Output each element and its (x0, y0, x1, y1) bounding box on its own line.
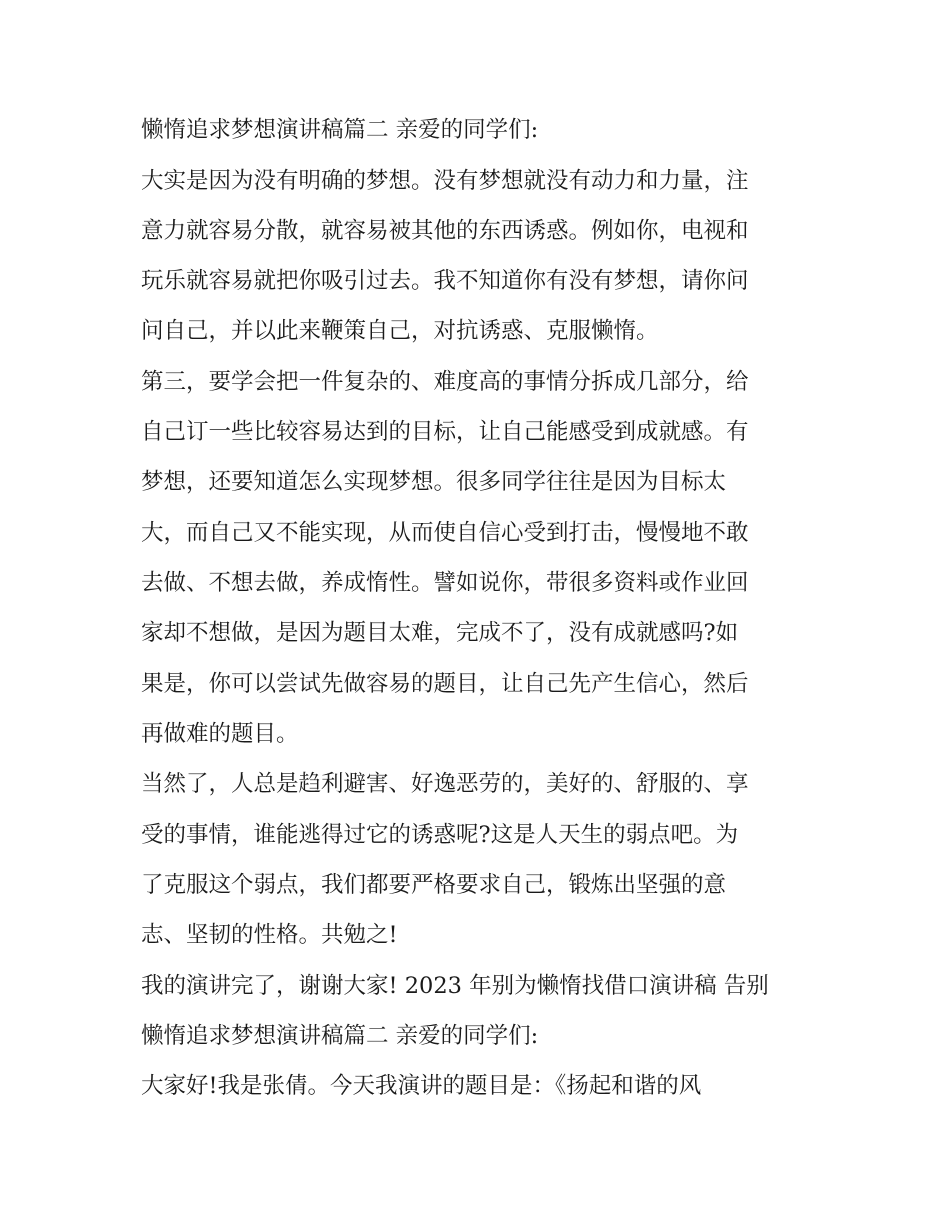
text-line: 了克服这个弱点，我们都要严格要求自己，锻炼出坚强的意 (141, 872, 727, 898)
text-line: 再做难的题目。 (141, 721, 299, 747)
text-line: 意力就容易分散，就容易被其他的东西诱惑。例如你，电视和 (141, 218, 749, 244)
text-line: 自己订一些比较容易达到的目标，让自己能感受到成就感。有 (141, 419, 749, 445)
text-line: 果是，你可以尝试先做容易的题目，让自己先产生信心，然后 (141, 671, 749, 697)
text-line: 大，而自己又不能实现，从而使自信心受到打击，慢慢地不敢 (141, 520, 749, 546)
text-line: 志、坚韧的性格。共勉之! (141, 922, 398, 948)
text-line: 受的事情，谁能逃得过它的诱惑呢?这是人天生的弱点吧。为 (141, 822, 739, 848)
text-line: 大家好!我是张倩。今天我演讲的题目是：《扬起和谐的风 (141, 1073, 702, 1099)
text-line: 懒惰追求梦想演讲稿篇二 亲爱的同学们: (141, 1023, 539, 1049)
text-line: 大实是因为没有明确的梦想。没有梦想就没有动力和力量，注 (141, 168, 749, 194)
text-line: 去做、不想去做，养成惰性。譬如说你，带很多资料或作业回 (141, 570, 749, 596)
text-line: 当然了，人总是趋利避害、好逸恶劳的，美好的、舒服的、享 (141, 771, 749, 797)
text-line: 梦想，还要知道怎么实现梦想。很多同学往往是因为目标太 (141, 469, 727, 495)
text-line: 我的演讲完了，谢谢大家! 2023 年别为懒惰找借口演讲稿 告别 (141, 973, 769, 999)
text-line: 玩乐就容易就把你吸引过去。我不知道你有没有梦想，请你问 (141, 268, 749, 294)
text-line: 第三，要学会把一件复杂的、难度高的事情分拆成几部分，给 (141, 369, 749, 395)
text-line: 问自己，并以此来鞭策自己，对抗诱惑、克服懒惰。 (141, 318, 659, 344)
text-line: 懒惰追求梦想演讲稿篇二 亲爱的同学们: (141, 117, 539, 143)
text-line: 家却不想做，是因为题目太难，完成不了，没有成就感吗?如 (141, 620, 739, 646)
